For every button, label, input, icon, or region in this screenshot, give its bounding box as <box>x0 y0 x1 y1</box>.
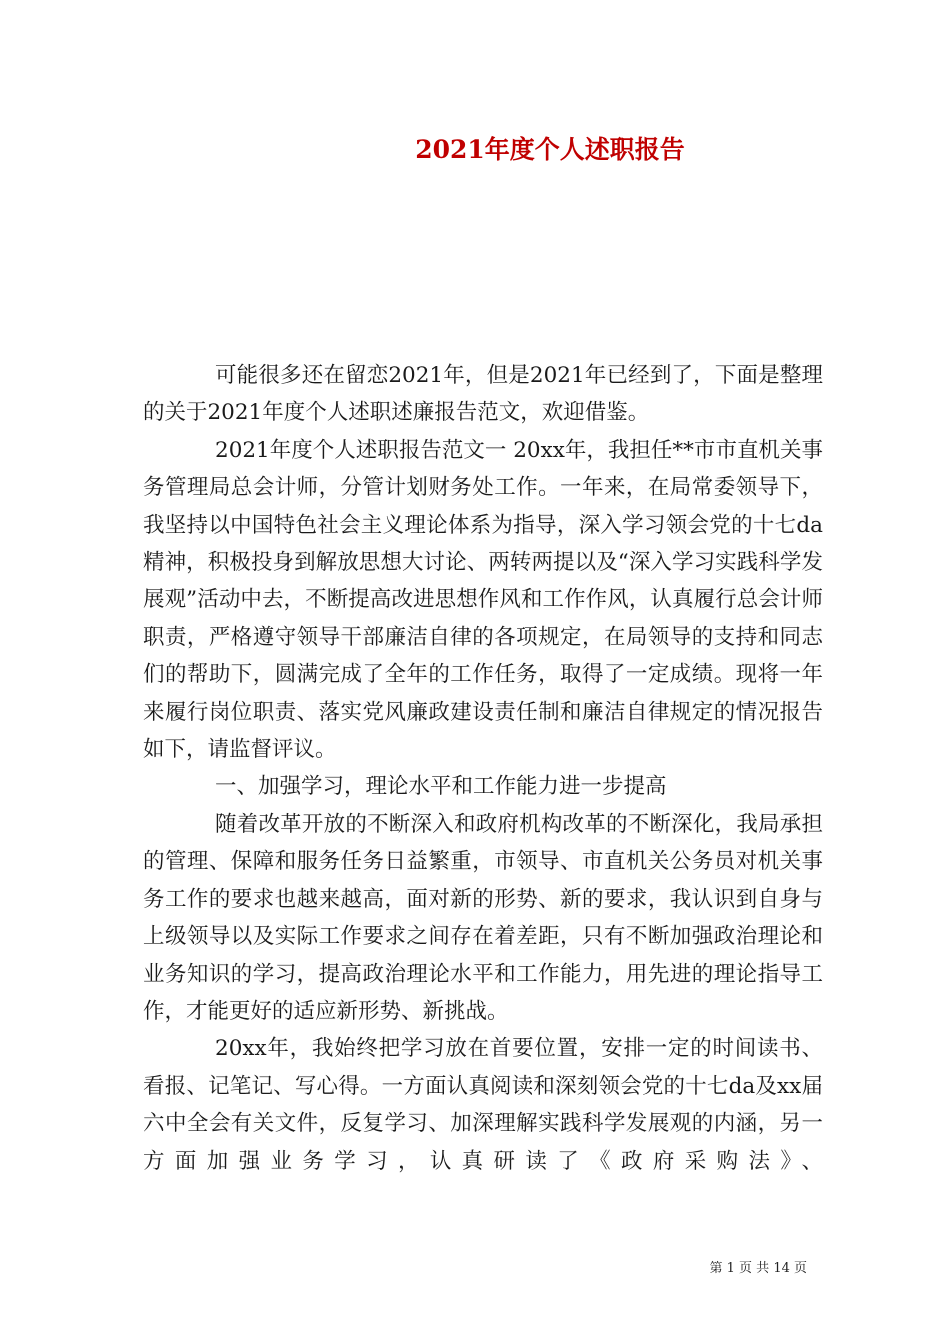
document-body <box>143 357 823 1180</box>
document-title: 2021年度个人述职报告 <box>415 135 685 164</box>
paragraph-study-plan: 20xx年，我始终把学习放在首要位置，安排一定的时间读书、看报、记笔记、写心得。一方面认真阅读和深刻领会党的十七da及xx届六中全会有关文件，反复学习、加深理解实践科学发展观的内涵，另一方面加强业务学习，认真研读了《政府采购法》、 <box>143 1036 823 1174</box>
paragraph-intro: 可能很多还在留恋2021年，但是2021年已经到了，下面是整理的关于2021年度个人述职述廉报告范文，欢迎借鉴。 <box>143 363 823 426</box>
paragraph-report-opening: 2021年度个人述职报告范文一 20xx年，我担任**市市直机关事务管理局总会计师，分管计划财务处工作。一年来，在局常委领导下，我坚持以中国特色社会主义理论体系为指导，深入学习领会党的十七da精神，积极投身到解放思想大讨论、两转两提以及“深入学习实践科学发展观”活动中去，不断提高改进思想作风和工作作风，认真履行总会计师职责，严格遵守领导干部廉洁自律的各项规定，在局领导的支持和同志们的帮助下，圆满完成了全年的工作任务，取得了一定成绩。现将一年来履行岗位职责、落实党风廉政建设责任制和廉洁自律规定的情况报告如下，请监督评议。 <box>143 437 823 763</box>
section-heading: 一、加强学习，理论水平和工作能力进一步提高 <box>215 774 667 800</box>
paragraph-reform-context: 随着改革开放的不断深入和政府机构改革的不断深化，我局承担的管理、保障和服务任务日益繁重，市领导、市直机关公务员对机关事务工作的要求也越来越高，面对新的形势、新的要求，我认识到自身与上级领导以及实际工作要求之间存在着差距，只有不断加强政治理论和业务知识的学习，提高政治理论水平和工作能力，用先进的理论指导工作，才能更好的适应新形势、新挑战。 <box>143 811 823 1024</box>
page-footer: 第 1 页 共 14 页 <box>709 1261 807 1276</box>
